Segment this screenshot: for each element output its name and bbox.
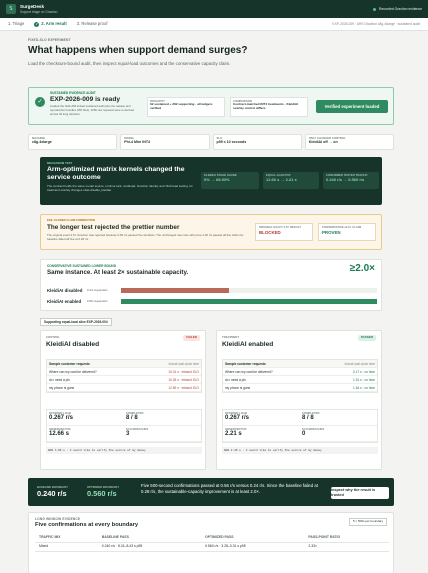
latency-text: 10.35 s · missed SLO <box>168 377 199 382</box>
experiment-breadcrumb: EXP-2026-009 · ARS Graviton c8g.4xlarge · sustained audit <box>332 21 420 26</box>
stat-cell <box>47 410 124 426</box>
table-cell: 0.240 r/s · 8.24–8.43 s p95 <box>98 542 201 551</box>
app-subtitle: Support triage on Graviton <box>20 9 58 14</box>
opt-value: 0.560 r/s <box>87 489 117 499</box>
control-value: KleidiAI off → on <box>308 140 338 145</box>
panel-eyebrow: CONTROL <box>46 335 60 339</box>
app-name: SurgeDesk <box>20 4 45 10</box>
top-bar <box>0 0 428 18</box>
bound-title: Same instance. At least 2× sustainable capacity. <box>47 269 189 276</box>
column-header: Sample customer requests <box>49 361 90 366</box>
table-row <box>47 384 201 392</box>
stats-grid <box>46 409 202 443</box>
mechanism-eyebrow: MECHANISM TEST <box>47 161 73 165</box>
closed-title: The longer test rejected the prettier number <box>47 224 180 232</box>
optimized-boundary <box>87 486 119 499</box>
latency-text: 1.64 s · on time <box>353 385 375 390</box>
latency-text: 1.51 s · on time <box>353 377 375 382</box>
original-result-box <box>255 223 313 241</box>
slo-value: p95 ≤ 10 seconds <box>216 140 247 145</box>
step-release-proof[interactable] <box>77 21 108 26</box>
stat-value: 8 / 8 <box>302 415 314 422</box>
bar-name: KleidiAI enabled <box>47 298 82 304</box>
machine-cell <box>28 134 117 150</box>
latency-text: 0.17 s · on time <box>353 369 375 374</box>
base-value: 0.240 r/s <box>37 489 67 499</box>
bar-fill <box>121 288 229 293</box>
stat-cell <box>223 410 300 426</box>
bar-rate: 0.56 requests/s <box>87 298 108 303</box>
table-header <box>223 360 377 368</box>
tester-traffic-stat <box>323 172 379 189</box>
stat-cell <box>47 426 124 442</box>
panel-title: KleidiAI disabled <box>46 341 100 348</box>
request-text: my phone is gone <box>49 385 75 390</box>
stat-label: OBSERVED P95 <box>225 427 247 431</box>
step-nav <box>0 18 428 31</box>
stat-label: OBSERVED P95 <box>49 427 71 431</box>
page-title: What happens when support demand surges? <box>28 45 248 56</box>
comparison-label: COMPARISON <box>233 99 253 103</box>
cons-label: CONSERVATIVE ≥2.0× CLAIM <box>322 225 362 229</box>
capacity-bar-row <box>47 296 377 307</box>
request-text: do i need a pin <box>49 377 70 382</box>
control-label: ONLY CHANGED CONTROL <box>308 136 346 140</box>
status-indicator <box>373 7 422 11</box>
orig-label: ORIGINAL EXACT 2.5× RESULT <box>259 225 301 229</box>
mechanism-title: Arm-optimized matrix kernels changed the service outcome <box>47 166 185 182</box>
stat-value: 0 <box>302 431 306 438</box>
column-header: OPTIMIZED PASS <box>201 533 304 542</box>
log-line: WAN 2.20 s · I would like to verify the source of my money <box>222 447 378 454</box>
fail-closed-card <box>40 214 382 250</box>
stat-value: 2.21 s <box>225 431 242 438</box>
log-line: WAN 3.06 s · I would like to verify the source of my money <box>46 447 202 454</box>
bar-name: KleidiAI disabled <box>47 287 83 293</box>
comparison-box <box>230 97 308 117</box>
check-icon: ✓ <box>35 21 39 26</box>
stats-grid <box>222 409 378 443</box>
base-label: BASELINE BOUNDARY <box>37 485 68 489</box>
bound-eyebrow: CONSERVATIVE SUSTAINED LOWER BOUND <box>47 264 117 268</box>
table-row <box>47 376 201 384</box>
stat-label: KLEIDIAI STAGE SHARE <box>204 173 237 177</box>
column-header: Sample customer requests <box>225 361 266 366</box>
request-text: my phone is gone <box>225 385 251 390</box>
windows-title: Five confirmations at every boundary <box>35 522 139 528</box>
orig-value: BLOCKED <box>259 230 281 236</box>
status-badge: PASSED <box>358 335 376 341</box>
stat-label: OFFERED LOAD <box>225 411 248 415</box>
model-cell <box>120 134 209 150</box>
cons-value: PROVEN <box>322 230 341 236</box>
bar-track <box>121 288 377 293</box>
column-header: PASS-POINT RATIO <box>304 533 389 542</box>
stat-value: 0.267 r/s <box>225 415 250 422</box>
slo-label: SLO <box>216 136 223 140</box>
slo-cell <box>213 134 302 150</box>
stat-value: 0.240 r/s → 0.560 r/s <box>326 177 365 183</box>
table-cell: 2.33× <box>304 542 389 551</box>
table-header <box>47 360 201 368</box>
stat-value: 0.267 r/s <box>49 415 74 422</box>
panel-eyebrow: TREATMENT <box>222 335 240 339</box>
stat-label: COMPLETED <box>126 411 144 415</box>
closed-desc: The original exact 2.5× Graviton was rejected because 0.60 r/s passed five windows. The unchanged raw rows still prove 2.00 r/s passed all five while the baseline failed all five at 0.28 r/s. <box>47 233 244 242</box>
column-header: Actual wall-clock time <box>168 361 199 366</box>
step-label: 1. Triage <box>8 21 25 27</box>
p95-stat <box>263 172 319 189</box>
stat-label: CONFIRMED TESTER TRAFFIC <box>326 173 368 177</box>
stat-value: 12.66 s → 2.21 s <box>266 177 297 183</box>
column-header: BASELINE PASS <box>98 533 201 542</box>
stat-value: 8 / 8 <box>126 415 138 422</box>
bar-track <box>121 299 377 304</box>
comparison-value: Contract-matched INT4 treatments · KleidiAI overlay control differs <box>233 102 298 111</box>
step-label: 2. Arm result <box>41 21 67 27</box>
integrity-value: 62 sustained + 282 supporting · all ledgers verified <box>150 102 213 111</box>
stat-cell <box>300 426 377 442</box>
request-table <box>46 359 202 393</box>
status-badge: FAILED <box>183 335 200 341</box>
bar-rate: 0.24 requests/s <box>87 287 108 292</box>
long-window-card <box>28 512 394 573</box>
column-header: TRAFFIC MIX <box>35 533 98 542</box>
step-triage[interactable] <box>8 21 24 26</box>
panel-title: KleidiAI enabled <box>222 341 274 348</box>
verified-experiment-button[interactable]: Verified experiment loaded <box>316 100 388 113</box>
stat-value: 12.66 s <box>49 431 70 438</box>
audit-desc: Loaded the SHA-256 locked sustained audit plus the release and reproduction bundles (351 files). 4250 raw requests were re-derived across 30 long windows. <box>50 104 134 116</box>
integrity-label: INTEGRITY <box>150 99 165 103</box>
stat-label: COMPLETED <box>302 411 320 415</box>
windows-eyebrow: LONG WINDOW EVIDENCE <box>35 517 81 521</box>
stat-label: EQUAL-LOAD P95 <box>266 173 291 177</box>
control-panel <box>40 330 206 470</box>
opt-label: OPTIMIZED BOUNDARY <box>87 485 120 489</box>
surgedesk-logo-icon: S <box>6 4 16 14</box>
baseline-boundary <box>37 486 68 499</box>
control-cell <box>305 134 394 150</box>
hero-eyebrow: FIXED-SLO EXPERIMENT <box>28 38 71 42</box>
windows-table <box>35 533 389 552</box>
supporting-slice-tag: Supporting equal-load slice EXP-2026-004 <box>40 318 112 326</box>
audit-card <box>28 87 394 125</box>
main-content <box>28 38 394 67</box>
stat-cell <box>300 410 377 426</box>
stat-cell <box>124 410 201 426</box>
windows-tag: 5 × 500s per boundary <box>349 518 387 526</box>
stat-value: 0% → 68.53% <box>204 177 230 183</box>
table-cell: Mixed <box>35 542 98 551</box>
model-value: Phi-4 Mini INT4 <box>124 140 151 145</box>
treatment-panel <box>216 330 382 470</box>
machine-label: MACHINE <box>32 136 46 140</box>
hero-lead: Load the checksum-bound audit, then inspect equal-load outcomes and the conservative capacity claim. <box>28 60 231 66</box>
request-text: Where can my card be delivered? <box>225 369 273 374</box>
latency-text: 10.31 s · missed SLO <box>168 369 199 374</box>
table-row <box>223 376 377 384</box>
inspect-trust-button[interactable]: Inspect why the result is trusted <box>331 487 389 499</box>
step-arm-result[interactable] <box>34 21 66 26</box>
step-label: 3. Release proof <box>76 21 108 27</box>
capacity-multiplier: ≥2.0× <box>349 263 375 274</box>
stat-label: SLO BREACHES <box>126 427 149 431</box>
table-row <box>47 368 201 376</box>
stage-share-stat <box>201 172 259 189</box>
closed-eyebrow: FAIL-CLOSED CLAIM CORRECTION <box>47 218 95 222</box>
audit-title: EXP-2026-009 is ready <box>50 96 121 103</box>
status-text: Recorded Graviton evidence <box>379 6 422 11</box>
conservative-claim-box <box>318 223 376 241</box>
check-circle-icon: ✓ <box>35 97 45 107</box>
request-text: Where can my card be delivered? <box>49 369 97 374</box>
capacity-bar-row <box>47 285 377 296</box>
audit-eyebrow: SUSTAINED EVIDENCE AUDIT <box>50 91 96 95</box>
table-row <box>35 542 389 551</box>
bar-fill <box>121 299 377 304</box>
column-header: Actual wall-clock time <box>344 361 375 366</box>
stat-cell <box>223 426 300 442</box>
status-dot-icon <box>373 8 376 11</box>
capacity-bound-card <box>40 259 382 311</box>
stat-cell <box>124 426 201 442</box>
table-row <box>223 384 377 392</box>
mechanism-card <box>40 157 382 205</box>
latency-text: 12.69 s · missed SLO <box>168 385 199 390</box>
table-cell: 0.560 r/s · 3.28–3.31 s p95 <box>201 542 304 551</box>
request-text: do i need a pin <box>225 377 246 382</box>
machine-value: c8g.4xlarge <box>32 140 52 145</box>
request-table <box>222 359 378 393</box>
table-row <box>223 368 377 376</box>
capacity-bars <box>47 285 377 307</box>
machine-row <box>28 134 394 150</box>
mechanism-desc: The contract holds the same model source, runtime lock, workload, Graviton identity and 16-thread setting. Its treatment overlay changes mlas.disable_kleidiai. <box>47 184 193 193</box>
stat-label: OFFERED LOAD <box>49 411 72 415</box>
stat-label: SLO BREACHES <box>302 427 325 431</box>
boundary-summary-text: Five 500-second confirmations passed at 0.56 r/s versus 0.24 r/s. Since the baseline failed at 0.28 r/s, the sustainable-capacity improvement is at least 2.0×. <box>141 483 318 494</box>
table-header <box>35 533 389 542</box>
model-label: MODEL <box>124 136 135 140</box>
integrity-box <box>147 97 225 117</box>
stat-value: 3 <box>126 431 130 438</box>
boundary-summary-card <box>28 478 394 506</box>
